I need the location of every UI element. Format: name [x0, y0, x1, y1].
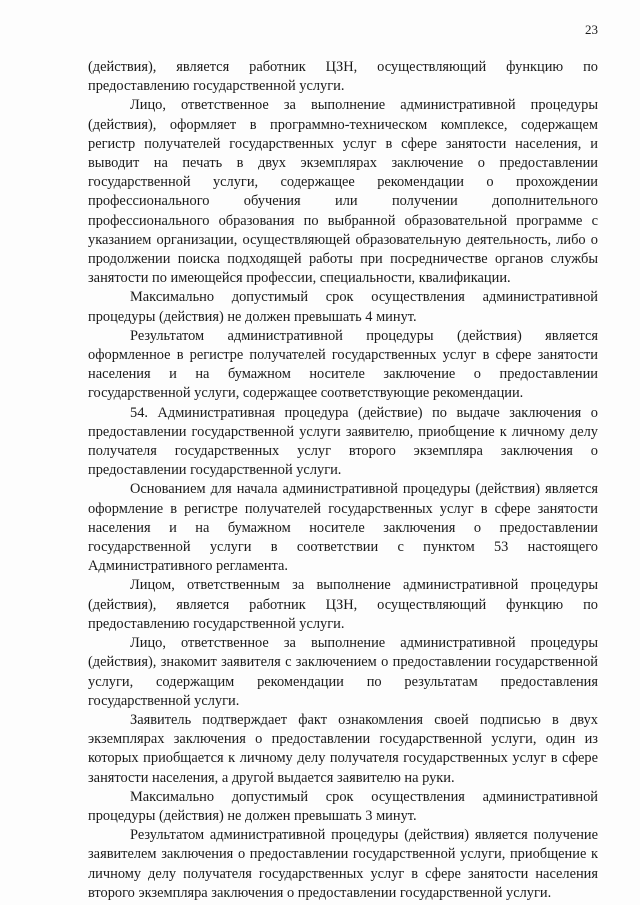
paragraph-max-time-4-minutes: Максимально допустимый срок осуществления административной процедуры (действия) не должен превышать 4 минут. [88, 289, 598, 325]
paragraph-max-time-3-minutes: Максимально допустимый срок осуществления административной процедуры (действия) не должен превышать 3 минут. [88, 788, 598, 824]
paragraph-section-54: 54. Административная процедура (действие) по выдаче заключения о предоставлении государственной услуги заявителю, приобщение к личному делу получателя государственных услуг второго экземпляра заключения о предоставлении государственной услуги. [88, 404, 598, 479]
paragraph-acquaints-applicant: Лицо, ответственное за выполнение административной процедуры (действия), знакомит заявителя с заключением о предоставлении государственной услуги, содержащим рекомендации по результатам предоставления государственной услуги. [88, 635, 598, 709]
paragraph-basis-for-procedure: Основанием для начала административной процедуры (действия) является оформление в регистре получателей государственных услуг в сфере занятости населения и на бумажном носителе заключения о предоставлении государственной услуги в соответствии с пунктом 53 настоящего Административного регламента. [88, 481, 598, 575]
paragraph-applicant-signature: Заявитель подтверждает факт ознакомления своей подписью в двух экземплярах заключения о предоставлении государственной услуги, один из которых приобщается к личному делу получателя государственных услуг в сфере занятости населения, а другой выдается заявителю на руки. [88, 711, 598, 786]
page-number: 23 [585, 22, 598, 37]
paragraph-responsible-person-forms-conclusion: Лицо, ответственное за выполнение административной процедуры (действия), оформляет в программно-техническом комплексе, содержащем регистр получателей государственных услуг в сфере занятости населения, и выводит на печать в двух экземплярах заключение о предоставлении государственной услуги, содержащее рекомендации о прохождении профессионального обучения или получении дополнительного профессионального образования по выбранной образовательной программе с указанием организации, осуществляющей образовательную деятельность, либо о продолжении поиска подходящей работы при посредничестве органов службы занятости по имеющейся профессии, специальности, квалификации. [88, 97, 598, 287]
document-body [88, 58, 598, 903]
paragraph-responsible-employee: Лицом, ответственным за выполнение административной процедуры (действия), является работник ЦЗН, осуществляющий функцию по предоставлению государственной услуги. [88, 577, 598, 632]
paragraph-result-conclusion-received: Результатом административной процедуры (действия) является получение заявителем заключения о предоставлении государственной услуги, приобщение к личному делу получателя государственных услуг в сфере занятости населения второго экземпляра заключения о предоставлении государственной услуги. [88, 827, 598, 901]
paragraph-continuation: (действия), является работник ЦЗН, осуществляющий функцию по предоставлению государственной услуги. [88, 59, 598, 95]
paragraph-result-conclusion-formed: Результатом административной процедуры (действия) является оформленное в регистре получателей государственных услуг в сфере занятости населения и на бумажном носителе заключение о предоставлении государственной услуги, содержащее соответствующие рекомендации. [88, 327, 598, 402]
